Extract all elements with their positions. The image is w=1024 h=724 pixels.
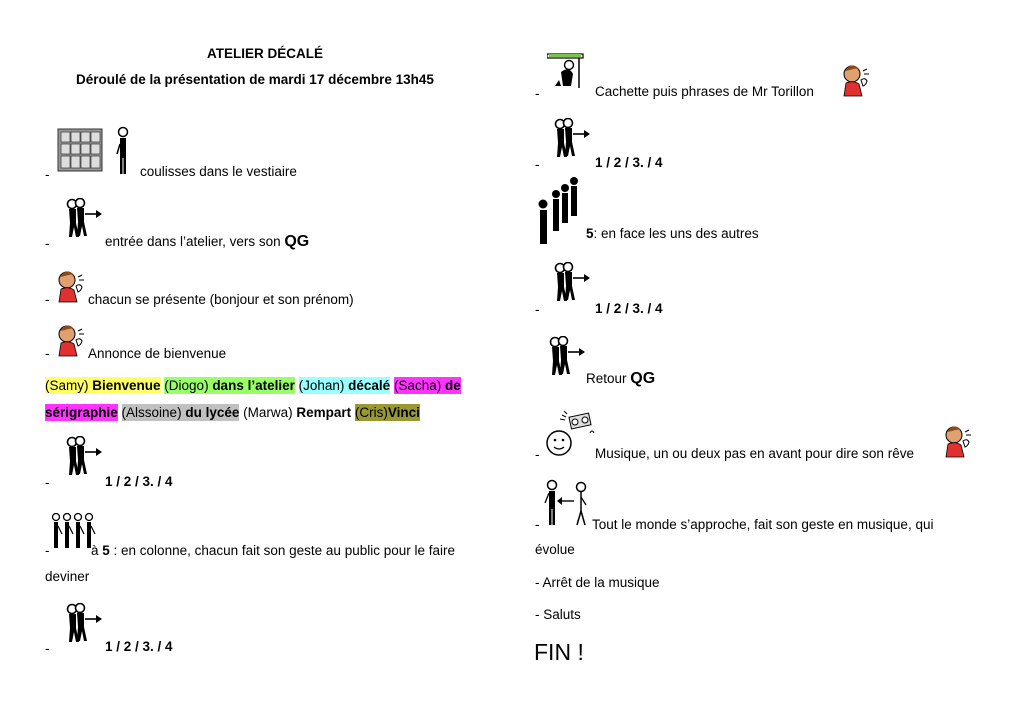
column-people-icon	[50, 512, 96, 552]
welcome-segment: (Samy)	[45, 378, 93, 393]
welcome-segment: (Johan)	[298, 378, 349, 393]
end-label: FIN !	[534, 639, 584, 665]
dash: -	[45, 475, 50, 490]
welcome-segment: (Cris)	[354, 405, 388, 420]
welcome-segment: (Sacha)	[393, 378, 445, 393]
item3-text: : en face les uns des autres	[593, 226, 759, 241]
welcome-segment: (Marwa)	[239, 405, 297, 420]
speaking-person-icon	[840, 63, 872, 99]
welcome-segment: Bienvenue	[92, 378, 161, 393]
right-item-approach: Tout le monde s’approche, fait son geste en musique, qui	[592, 517, 934, 532]
walking-people-icon	[541, 336, 587, 378]
welcome-segment: (Diogo)	[164, 378, 213, 393]
count-1-4: 1 / 2 / 3. / 4	[105, 639, 173, 654]
left-item-introduce: chacun se présente (bonjour et son prénom)	[88, 292, 354, 307]
welcome-segment: Vinci	[387, 405, 420, 420]
welcome-segment	[118, 404, 122, 421]
speaking-person-icon	[55, 269, 87, 305]
walking-people-icon	[546, 262, 592, 304]
dash: -	[535, 302, 540, 317]
approach-people-icon	[544, 479, 590, 527]
dash: -	[45, 346, 50, 361]
dash: -	[535, 157, 540, 172]
dash: -	[45, 641, 50, 656]
walking-people-icon	[58, 198, 104, 240]
walking-people-icon	[546, 118, 592, 160]
welcome-segment: décalé	[348, 378, 391, 393]
left-item-column	[91, 542, 455, 559]
qg-strong: QG	[284, 233, 310, 250]
item6-num: 5	[102, 543, 110, 558]
dash: -	[535, 517, 540, 532]
right-item-music: Musique, un ou deux pas en avant pour dire son rêve	[595, 446, 914, 461]
left-item-column-cont: deviner	[45, 569, 90, 584]
group-icon	[537, 176, 585, 246]
dash: -	[535, 86, 540, 101]
right-item-hiding: Cachette puis phrases de Mr Torillon	[595, 84, 814, 99]
welcome-segment: (Alssoine)	[121, 405, 186, 420]
standing-person-icon	[114, 126, 132, 178]
right-item-return	[586, 370, 655, 387]
welcome-segment: du lycée	[185, 405, 240, 420]
speaking-person-icon	[55, 323, 87, 359]
lockers-icon	[57, 126, 105, 176]
left-item-changing-room: coulisses dans le vestiaire	[140, 164, 297, 179]
item6-text: : en colonne, chacun fait son geste au public pour le faire	[109, 543, 456, 558]
welcome-line-2	[45, 404, 420, 421]
walking-people-icon	[58, 436, 104, 478]
right-item-approach-cont: évolue	[535, 542, 575, 557]
return-text: Retour	[586, 371, 631, 386]
welcome-line-1	[45, 377, 461, 394]
count-1-4: 1 / 2 / 3. / 4	[595, 155, 663, 170]
dash: -	[45, 543, 50, 558]
qg-strong: QG	[630, 370, 656, 387]
count-1-4: 1 / 2 / 3. / 4	[595, 301, 663, 316]
welcome-segment: Rempart	[296, 405, 352, 420]
hiding-person-icon	[547, 52, 585, 92]
left-item-announce: Annonce de bienvenue	[88, 346, 227, 361]
entry-text: entrée dans l’atelier, vers son	[105, 234, 285, 249]
dash: -	[45, 236, 50, 251]
page-title: ATELIER DÉCALÉ	[207, 46, 324, 61]
welcome-segment: sérigraphie	[45, 405, 118, 420]
item3-num: 5	[586, 226, 594, 241]
dash: -	[45, 167, 50, 182]
walking-people-icon	[58, 603, 104, 645]
dash: -	[45, 292, 50, 307]
right-item-stop-music: - Arrêt de la musique	[535, 575, 660, 590]
welcome-segment: dans l’atelier	[212, 378, 295, 393]
dash: -	[535, 447, 540, 462]
speaking-person-icon	[942, 424, 974, 460]
right-item-bows: - Saluts	[535, 607, 581, 622]
welcome-segment: de	[444, 378, 461, 393]
item6-pre: à	[91, 543, 103, 558]
left-item-entry	[105, 233, 309, 250]
music-face-icon	[544, 409, 596, 459]
right-item-face	[586, 225, 759, 242]
count-1-4: 1 / 2 / 3. / 4	[105, 474, 173, 489]
page-subtitle: Déroulé de la présentation de mardi 17 décembre 13h45	[76, 72, 434, 87]
